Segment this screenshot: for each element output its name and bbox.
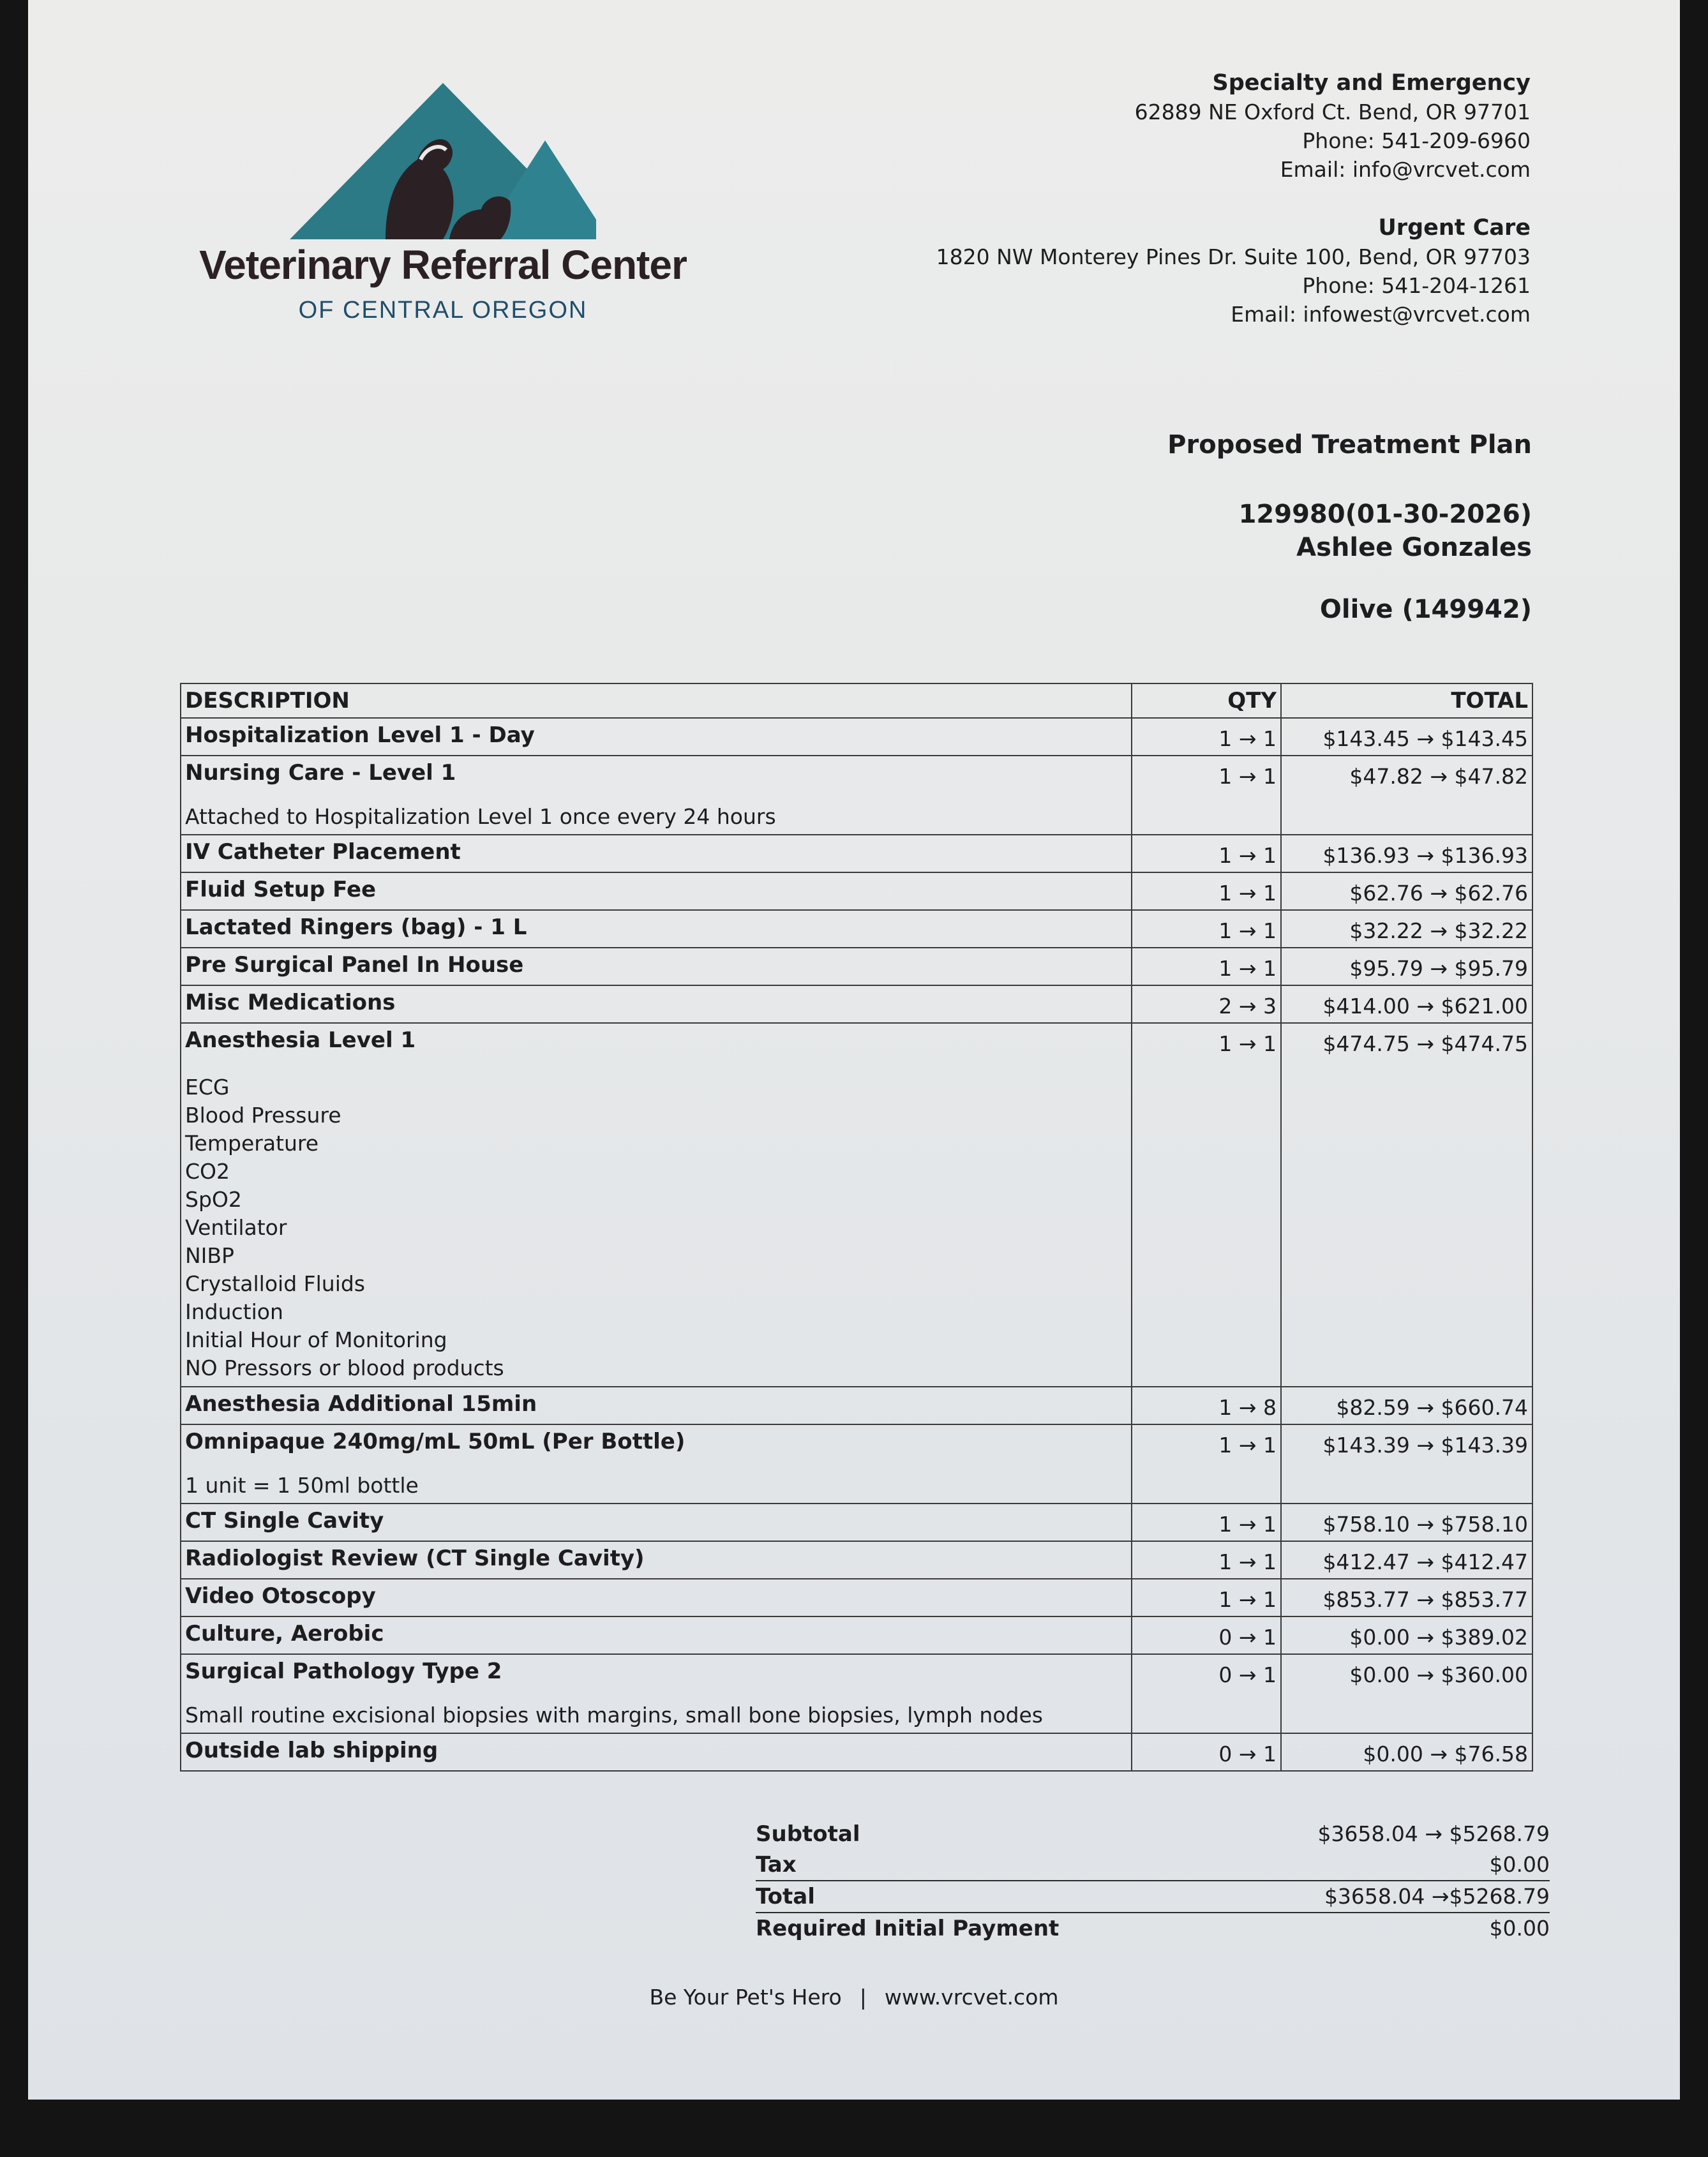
patient-name: Olive (149942) <box>1319 595 1532 624</box>
totals-row <box>756 1819 1550 1849</box>
item-qty: 1 → 1 <box>1132 1504 1281 1541</box>
totals-value: $0.00 <box>1489 1916 1550 1941</box>
item-name: Surgical Pathology Type 2 <box>185 1659 502 1684</box>
item-description <box>181 948 1132 985</box>
totals-label: Required Initial Payment <box>756 1916 1060 1941</box>
item-qty: 1 → 1 <box>1132 756 1281 835</box>
totals-label: Subtotal <box>756 1821 860 1847</box>
location-phone: Phone: 541-204-1261 <box>1302 273 1531 298</box>
location-email: Email: infowest@vrcvet.com <box>1231 302 1531 327</box>
item-qty: 1 → 1 <box>1132 1023 1281 1387</box>
item-name: Misc Medications <box>185 990 396 1015</box>
item-qty: 0 → 1 <box>1132 1654 1281 1733</box>
included-item: CO2 <box>185 1159 230 1184</box>
table-row <box>181 1654 1532 1733</box>
item-total: $414.00 → $621.00 <box>1281 985 1532 1023</box>
table-row <box>181 985 1532 1023</box>
item-name: Nursing Care - Level 1 <box>185 760 456 786</box>
item-name: IV Catheter Placement <box>185 839 461 865</box>
mountain-pet-logo-icon <box>290 83 596 243</box>
item-qty: 1 → 1 <box>1132 1541 1281 1579</box>
included-item: SpO2 <box>185 1187 242 1212</box>
plan-id: 129980(01-30-2026) <box>1238 500 1532 529</box>
table-row <box>181 1733 1532 1771</box>
item-description <box>181 1654 1132 1733</box>
item-description <box>181 872 1132 910</box>
plan-title: Proposed Treatment Plan <box>1167 430 1532 459</box>
item-note: Attached to Hospitalization Level 1 once every 24 hours <box>185 804 776 829</box>
item-name: Lactated Ringers (bag) - 1 L <box>185 914 527 940</box>
item-description <box>181 756 1132 835</box>
included-item: Induction <box>185 1299 283 1324</box>
table-row <box>181 756 1532 835</box>
table-row <box>181 1023 1532 1387</box>
item-description <box>181 1616 1132 1654</box>
item-description <box>181 1023 1132 1387</box>
item-name: Fluid Setup Fee <box>185 877 377 902</box>
table-row <box>181 948 1532 985</box>
clinic-subtitle: OF CENTRAL OREGON <box>298 297 588 324</box>
item-description <box>181 1541 1132 1579</box>
item-total: $412.47 → $412.47 <box>1281 1541 1532 1579</box>
included-item: Crystalloid Fluids <box>185 1271 365 1296</box>
clinic-name: Veterinary Referral Center <box>199 242 687 288</box>
clinic-logo <box>181 77 705 332</box>
table-header-row <box>181 683 1532 718</box>
item-name: Pre Surgical Panel In House <box>185 952 524 978</box>
table-row <box>181 1541 1532 1579</box>
item-note: 1 unit = 1 50ml bottle <box>185 1473 419 1498</box>
included-item: NIBP <box>185 1243 234 1268</box>
item-name: Anesthesia Level 1 <box>185 1027 416 1053</box>
location-heading: Urgent Care <box>1378 215 1531 241</box>
table-row <box>181 835 1532 872</box>
totals-label: Total <box>756 1884 815 1909</box>
item-qty: 1 → 1 <box>1132 1579 1281 1616</box>
item-qty: 1 → 1 <box>1132 910 1281 948</box>
item-name: Culture, Aerobic <box>185 1621 384 1646</box>
table-row <box>181 910 1532 948</box>
item-total: $82.59 → $660.74 <box>1281 1387 1532 1424</box>
footer <box>28 1985 1680 2010</box>
item-total: $136.93 → $136.93 <box>1281 835 1532 872</box>
item-qty: 0 → 1 <box>1132 1616 1281 1654</box>
location-address: 62889 NE Oxford Ct. Bend, OR 97701 <box>1134 100 1531 124</box>
location-heading: Specialty and Emergency <box>1212 70 1531 96</box>
table-row <box>181 1616 1532 1654</box>
item-description <box>181 1387 1132 1424</box>
item-name: Radiologist Review (CT Single Cavity) <box>185 1546 645 1571</box>
location-phone: Phone: 541-209-6960 <box>1302 128 1531 153</box>
table-row <box>181 1504 1532 1541</box>
footer-tagline: Be Your Pet's Hero <box>649 1985 842 2010</box>
item-description <box>181 1504 1132 1541</box>
table-row <box>181 1424 1532 1504</box>
table-row <box>181 872 1532 910</box>
table-row <box>181 1387 1532 1424</box>
qty-header: QTY <box>1132 683 1281 718</box>
item-total: $474.75 → $474.75 <box>1281 1023 1532 1387</box>
line-items-table <box>180 683 1533 1772</box>
item-total: $47.82 → $47.82 <box>1281 756 1532 835</box>
included-item: ECG <box>185 1075 230 1100</box>
item-name: Anesthesia Additional 15min <box>185 1391 537 1417</box>
treatment-plan-page <box>28 0 1680 2100</box>
included-item: Ventilator <box>185 1215 287 1240</box>
item-description <box>181 835 1132 872</box>
item-name: Omnipaque 240mg/mL 50mL (Per Bottle) <box>185 1429 685 1454</box>
item-description <box>181 1579 1132 1616</box>
item-total: $62.76 → $62.76 <box>1281 872 1532 910</box>
item-name: CT Single Cavity <box>185 1508 384 1534</box>
included-item: Temperature <box>185 1131 319 1156</box>
location-address: 1820 NW Monterey Pines Dr. Suite 100, Bend, OR 97703 <box>936 244 1531 269</box>
table-row <box>181 1579 1532 1616</box>
item-total: $143.39 → $143.39 <box>1281 1424 1532 1504</box>
totals-value: $3658.04 →$5268.79 <box>1324 1884 1550 1909</box>
included-item: Blood Pressure <box>185 1103 341 1128</box>
item-total: $853.77 → $853.77 <box>1281 1579 1532 1616</box>
description-header: DESCRIPTION <box>181 683 1132 718</box>
table-row <box>181 718 1532 756</box>
footer-separator: | <box>859 1985 867 2010</box>
totals-block <box>756 1819 1550 1944</box>
item-description <box>181 985 1132 1023</box>
item-qty: 1 → 1 <box>1132 718 1281 756</box>
item-qty: 1 → 1 <box>1132 1424 1281 1504</box>
item-qty: 1 → 1 <box>1132 835 1281 872</box>
totals-label: Tax <box>756 1852 797 1877</box>
footer-website: www.vrcvet.com <box>884 1985 1059 2010</box>
item-description <box>181 1733 1132 1771</box>
item-total: $143.45 → $143.45 <box>1281 718 1532 756</box>
location-urgent-care <box>936 214 1531 329</box>
item-total: $0.00 → $360.00 <box>1281 1654 1532 1733</box>
totals-value: $0.00 <box>1489 1852 1550 1877</box>
included-item: NO Pressors or blood products <box>185 1355 504 1380</box>
item-total: $0.00 → $76.58 <box>1281 1733 1532 1771</box>
item-qty: 2 → 3 <box>1132 985 1281 1023</box>
item-qty: 1 → 1 <box>1132 948 1281 985</box>
item-total: $758.10 → $758.10 <box>1281 1504 1532 1541</box>
item-total: $0.00 → $389.02 <box>1281 1616 1532 1654</box>
item-name: Hospitalization Level 1 - Day <box>185 722 535 748</box>
totals-row <box>756 1849 1550 1880</box>
client-name: Ashlee Gonzales <box>1296 533 1532 562</box>
totals-row <box>756 1880 1550 1912</box>
item-total: $32.22 → $32.22 <box>1281 910 1532 948</box>
item-included-list <box>185 1073 1127 1382</box>
item-description <box>181 910 1132 948</box>
item-description <box>181 1424 1132 1504</box>
item-qty: 1 → 1 <box>1132 872 1281 910</box>
location-email: Email: info@vrcvet.com <box>1280 157 1531 182</box>
location-specialty <box>1135 69 1531 184</box>
item-total: $95.79 → $95.79 <box>1281 948 1532 985</box>
item-note: Small routine excisional biopsies with margins, small bone biopsies, lymph nodes <box>185 1703 1043 1728</box>
item-qty: 0 → 1 <box>1132 1733 1281 1771</box>
item-description <box>181 718 1132 756</box>
included-item: Initial Hour of Monitoring <box>185 1327 447 1352</box>
totals-row <box>756 1912 1550 1944</box>
total-header: TOTAL <box>1281 683 1532 718</box>
totals-value: $3658.04 → $5268.79 <box>1317 1821 1550 1846</box>
plan-header <box>1239 498 1532 564</box>
item-name: Outside lab shipping <box>185 1738 438 1763</box>
item-name: Video Otoscopy <box>185 1583 376 1609</box>
item-qty: 1 → 8 <box>1132 1387 1281 1424</box>
